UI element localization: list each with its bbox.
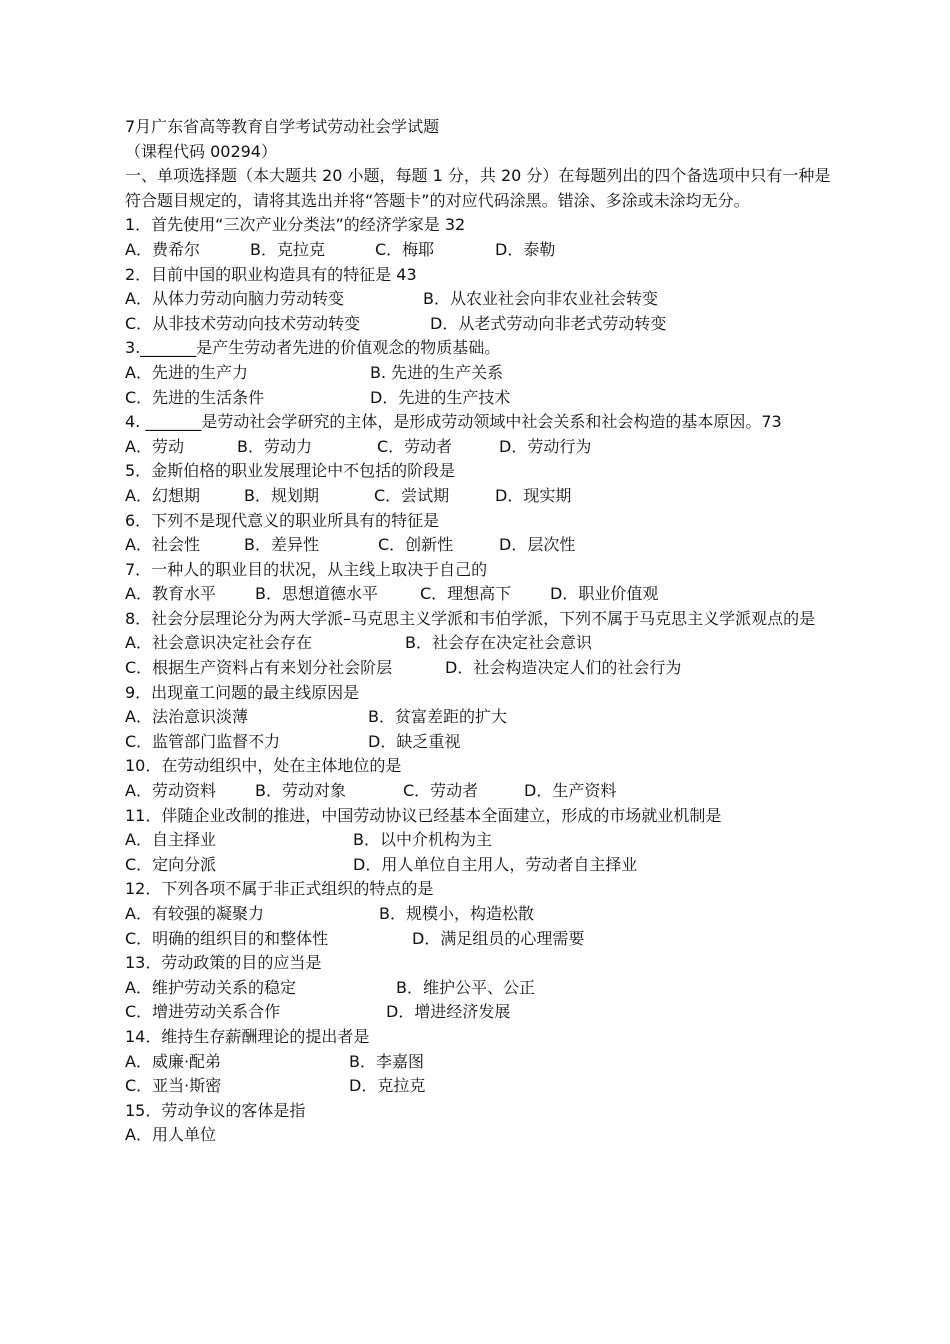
option-d: D．层次性 xyxy=(499,535,576,555)
question-1-stem: 1．首先使用“三次产业分类法”的经济学家是 32 xyxy=(125,215,466,235)
option-b: B．差异性 xyxy=(244,535,319,555)
option-b: B. 先进的生产关系 xyxy=(370,362,504,382)
option-b: B．规模小，构造松散 xyxy=(379,904,534,923)
question-8-options-row-2 xyxy=(125,656,840,681)
question-2-stem: 2．目前中国的职业构造具有的特征是 43 xyxy=(125,264,417,284)
question-15-options-row-1 xyxy=(125,1123,840,1148)
option-c: C．亚当·斯密 xyxy=(125,1076,222,1096)
question-9-options-row-1 xyxy=(125,705,840,730)
option-d: D．从老式劳动向非老式劳动转变 xyxy=(430,313,667,333)
option-d: D．增进经济发展 xyxy=(386,1002,511,1022)
question-9-stem: 9．出现童工问题的最主线原因是 xyxy=(125,682,360,702)
option-d: D．满足组员的心理需要 xyxy=(412,928,585,948)
option-a: A．威廉·配弟 xyxy=(125,1051,222,1071)
option-d: D．用人单位自主用人，劳动者自主择业 xyxy=(353,854,638,874)
option-d: D．职业价值观 xyxy=(550,584,659,604)
question-12-stem: 12．下列各项不属于非正式组织的特点的是 xyxy=(125,879,434,899)
option-a: A．费希尔 xyxy=(125,239,200,259)
question-15-stem: 15．劳动争议的客体是指 xyxy=(125,1100,306,1120)
question-10-options xyxy=(125,779,840,804)
question-11-stem: 11．伴随企业改制的推进，中国劳动协议已经基本全面建立，形成的市场就业机制是 xyxy=(125,805,722,825)
option-c: C．从非技术劳动向技术劳动转变 xyxy=(125,313,361,333)
question-2-options-row-2 xyxy=(125,312,840,337)
question-11-options-row-1 xyxy=(125,828,840,853)
option-c: C．劳动者 xyxy=(377,436,453,456)
question-6-stem: 6．下列不是现代意义的职业所具有的特征是 xyxy=(125,510,440,530)
question-13-options-row-1 xyxy=(125,976,840,1001)
course-code: （课程代码 00294） xyxy=(125,141,277,161)
option-b: B．劳动对象 xyxy=(255,781,346,801)
option-c: C．尝试期 xyxy=(374,485,450,505)
option-b: B．贫富差距的扩大 xyxy=(368,707,507,727)
option-b: B．思想道德水平 xyxy=(255,584,378,604)
option-b: B．劳动力 xyxy=(237,436,312,456)
question-4-stem: 4. _______是劳动社会学研究的主体，是形成劳动领域中社会关系和社会构造的基本原因。73 xyxy=(125,412,782,432)
option-d: D．缺乏重视 xyxy=(368,731,461,751)
question-13-stem: 13．劳动政策的目的应当是 xyxy=(125,953,322,973)
option-b: B．李嘉图 xyxy=(349,1051,424,1071)
question-14-options-row-2 xyxy=(125,1074,840,1099)
question-11-options-row-2 xyxy=(125,853,840,878)
question-14-options-row-1 xyxy=(125,1050,840,1075)
option-c: C．先进的生活条件 xyxy=(125,387,265,407)
exam-document xyxy=(125,115,840,1148)
option-a: A．劳动 xyxy=(125,436,184,456)
option-a: A．社会性 xyxy=(125,535,200,555)
option-a: A．社会意识决定社会存在 xyxy=(125,633,312,653)
option-d: D．社会构造决定人们的社会行为 xyxy=(445,658,682,678)
question-12-options-row-1 xyxy=(125,902,840,927)
option-a: A．幻想期 xyxy=(125,485,200,505)
option-a: A．用人单位 xyxy=(125,1125,216,1145)
exam-title: 7月广东省高等教育自学考试劳动社会学试题 xyxy=(125,117,440,136)
option-b: B．克拉克 xyxy=(250,239,325,259)
question-3-options-row-2 xyxy=(125,386,840,411)
option-a: A．从体力劳动向脑力劳动转变 xyxy=(125,289,344,309)
option-a: A．劳动资料 xyxy=(125,781,216,801)
option-b: B．以中介机构为主 xyxy=(353,830,492,850)
question-5-options xyxy=(125,484,840,509)
question-12-options-row-2 xyxy=(125,927,840,952)
option-a: A．教育水平 xyxy=(125,584,216,604)
option-b: B．从农业社会向非农业社会转变 xyxy=(423,289,658,309)
option-c: C．理想高下 xyxy=(420,584,512,604)
question-8-options-row-1 xyxy=(125,631,840,656)
question-4-options xyxy=(125,435,840,460)
option-c: C．明确的组织目的和整体性 xyxy=(125,928,329,948)
question-14-stem: 14．维持生存薪酬理论的提出者是 xyxy=(125,1026,370,1046)
option-d: D．现实期 xyxy=(495,485,572,505)
option-d: D．劳动行为 xyxy=(499,436,592,456)
option-a: A．有较强的凝聚力 xyxy=(125,904,264,923)
question-2-options-row-1 xyxy=(125,287,840,312)
option-a: A．法治意识淡薄 xyxy=(125,707,248,727)
option-a: A．自主择业 xyxy=(125,830,216,850)
question-9-options-row-2 xyxy=(125,730,840,755)
option-b: B．社会存在决定社会意识 xyxy=(405,633,592,653)
option-c: C．增进劳动关系合作 xyxy=(125,1002,281,1022)
option-c: C．根据生产资料占有来划分社会阶层 xyxy=(125,658,393,678)
question-5-stem: 5．金斯伯格的职业发展理论中不包括的阶段是 xyxy=(125,461,456,481)
question-7-options xyxy=(125,582,840,607)
option-c: C．劳动者 xyxy=(403,781,479,801)
question-6-options xyxy=(125,533,840,558)
section-instructions: 一、单项选择题（本大题共 20 小题，每题 1 分，共 20 分）在每题列出的四个备选项中只有一种是符合题目规定的，请将其选出并将“答题卡”的对应代码涂黑。错涂、多涂或未涂均无分。 xyxy=(125,166,831,210)
option-b: B．维护公平、公正 xyxy=(396,977,535,997)
option-c: C．监管部门监督不力 xyxy=(125,731,281,751)
option-d: D．泰勒 xyxy=(495,239,556,259)
option-b: B．规划期 xyxy=(244,485,319,505)
option-d: D．生产资料 xyxy=(524,781,617,801)
question-7-stem: 7．一种人的职业目的状况，从主线上取决于自己的 xyxy=(125,559,488,579)
option-c: C．梅耶 xyxy=(375,239,435,259)
option-a: A．维护劳动关系的稳定 xyxy=(125,977,296,997)
question-8-stem: 8．社会分层理论分为两大学派–马克思主义学派和韦伯学派，下列不属于马克思主义学派观点的是 xyxy=(125,608,816,628)
question-10-stem: 10．在劳动组织中，处在主体地位的是 xyxy=(125,756,402,776)
question-3-stem: 3._______是产生劳动者先进的价值观念的物质基础。 xyxy=(125,338,501,358)
question-3-options-row-1 xyxy=(125,361,840,386)
option-d: D．先进的生产技术 xyxy=(370,387,511,407)
question-13-options-row-2 xyxy=(125,1000,840,1025)
option-c: C．定向分派 xyxy=(125,854,217,874)
option-a: A．先进的生产力 xyxy=(125,362,248,382)
question-1-options xyxy=(125,238,840,263)
option-d: D．克拉克 xyxy=(349,1076,426,1096)
option-c: C．创新性 xyxy=(378,535,454,555)
